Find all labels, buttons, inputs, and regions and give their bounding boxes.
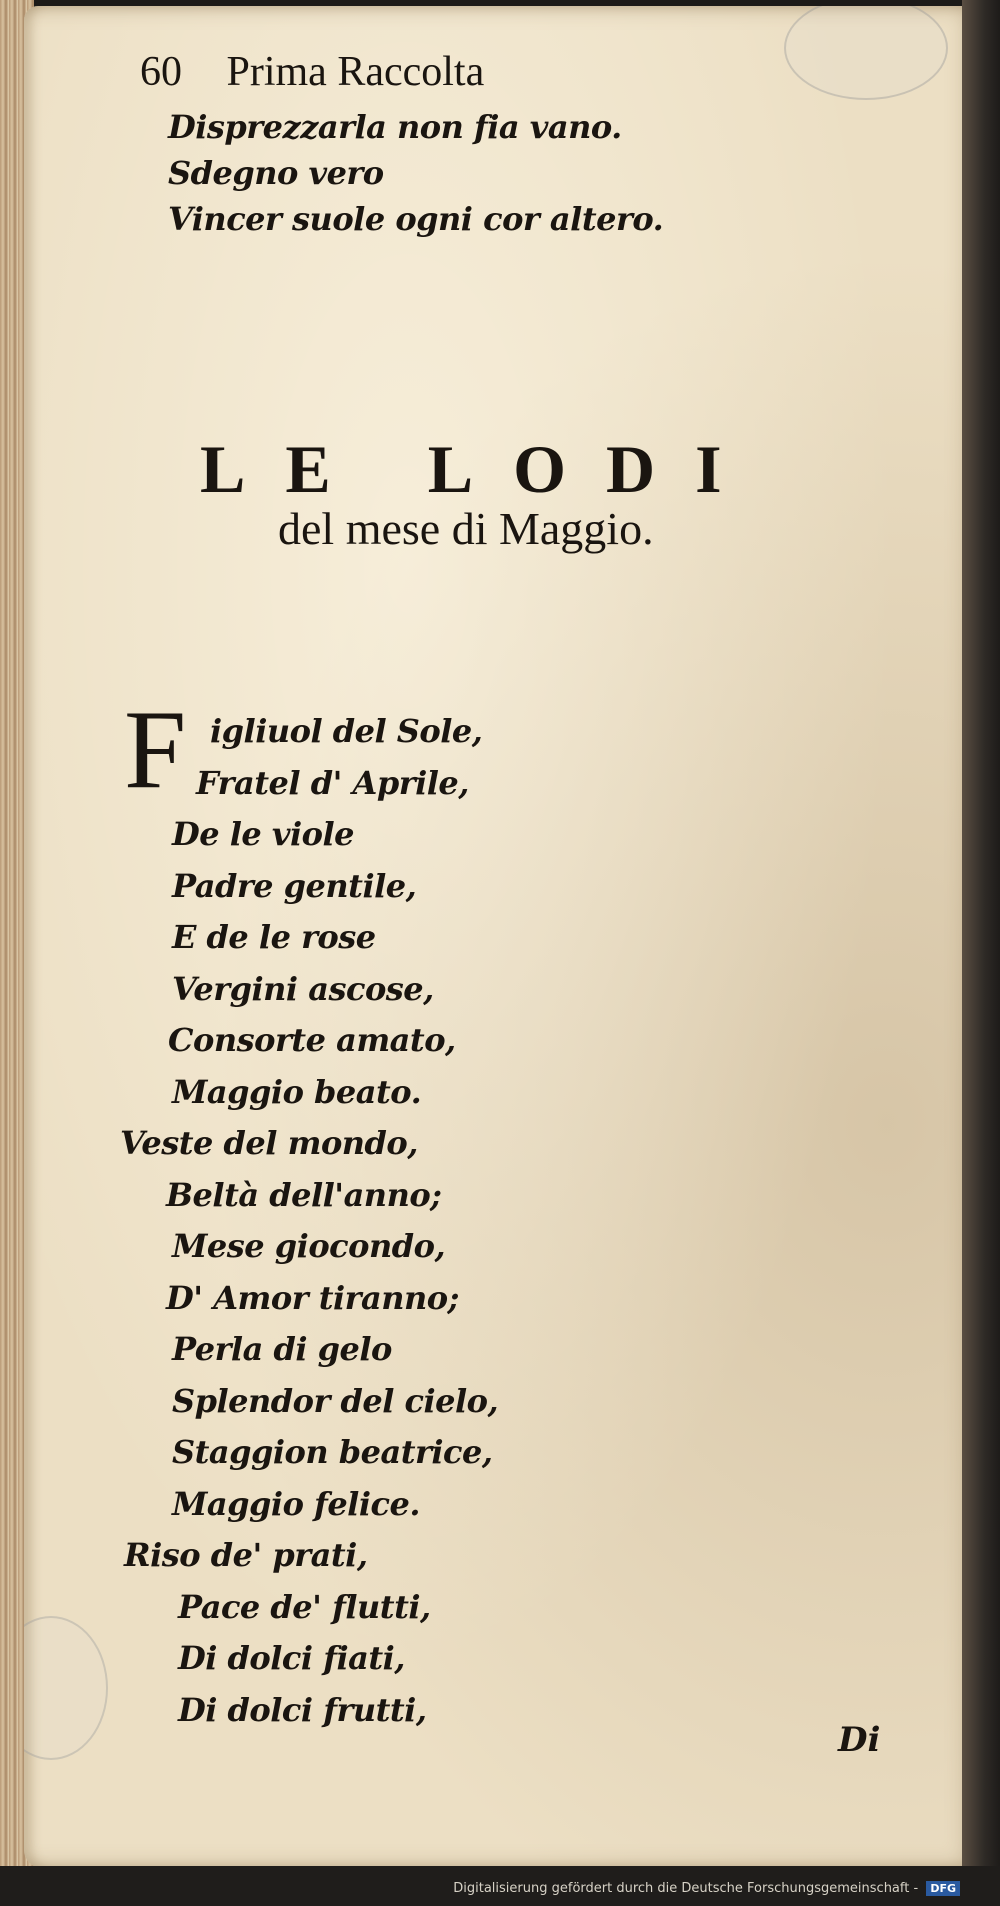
poem-line: Vergini ascose, bbox=[172, 969, 434, 1008]
poem-line: Padre gentile, bbox=[172, 866, 417, 905]
poem-line: D' Amor tiranno; bbox=[166, 1278, 459, 1317]
poem-line: Fratel d' Aprile, bbox=[196, 763, 469, 802]
poem-line: Maggio felice. bbox=[172, 1484, 420, 1523]
dfg-logo: DFG bbox=[926, 1881, 960, 1896]
catchword: Di bbox=[838, 1720, 881, 1760]
page-number: 60 bbox=[140, 49, 182, 95]
credit-text: Digitalisierung gefördert durch die Deutsche Forschungsgemeinschaft - bbox=[453, 1881, 919, 1896]
footer-band bbox=[0, 1866, 1000, 1906]
poem-line: igliuol del Sole, bbox=[210, 712, 483, 750]
poem-line: Staggion beatrice, bbox=[172, 1433, 493, 1471]
poem-line: Maggio beato. bbox=[172, 1072, 422, 1111]
poem-line: Consorte amato, bbox=[168, 1021, 456, 1059]
poem-subtitle: del mese di Maggio. bbox=[278, 503, 654, 554]
poem-line: Veste del mondo, bbox=[120, 1124, 418, 1162]
running-header bbox=[140, 48, 484, 96]
poem-line: Di dolci frutti, bbox=[178, 1690, 427, 1729]
poem-line: Pace de' flutti, bbox=[178, 1587, 431, 1626]
page-stain bbox=[784, 6, 948, 100]
running-title: Prima Raccolta bbox=[226, 49, 485, 95]
verse-line: Disprezzarla non fia vano. bbox=[168, 108, 622, 146]
poem-line: Splendor del cielo, bbox=[172, 1381, 499, 1420]
digitization-credit bbox=[453, 1881, 960, 1896]
poem-title: LE LODI bbox=[200, 431, 762, 507]
poem-line: Perla di gelo bbox=[172, 1330, 392, 1368]
poem-line: De le viole bbox=[172, 815, 355, 853]
verse-line: Sdegno vero bbox=[168, 154, 384, 192]
poem-line: Mese giocondo, bbox=[172, 1227, 446, 1265]
drop-cap: F bbox=[124, 688, 187, 812]
poem-line: Riso de' prati, bbox=[124, 1536, 368, 1574]
book-page bbox=[24, 6, 982, 1868]
verse-line: Vincer suole ogni cor altero. bbox=[168, 200, 664, 238]
poem-line: Beltà dell'anno; bbox=[166, 1175, 442, 1214]
top-verse bbox=[168, 104, 663, 242]
poem-line: E de le rose bbox=[172, 918, 376, 956]
book-binding bbox=[962, 0, 1000, 1906]
page-stain bbox=[24, 1616, 108, 1760]
poem-line: Di dolci fiati, bbox=[178, 1639, 405, 1677]
